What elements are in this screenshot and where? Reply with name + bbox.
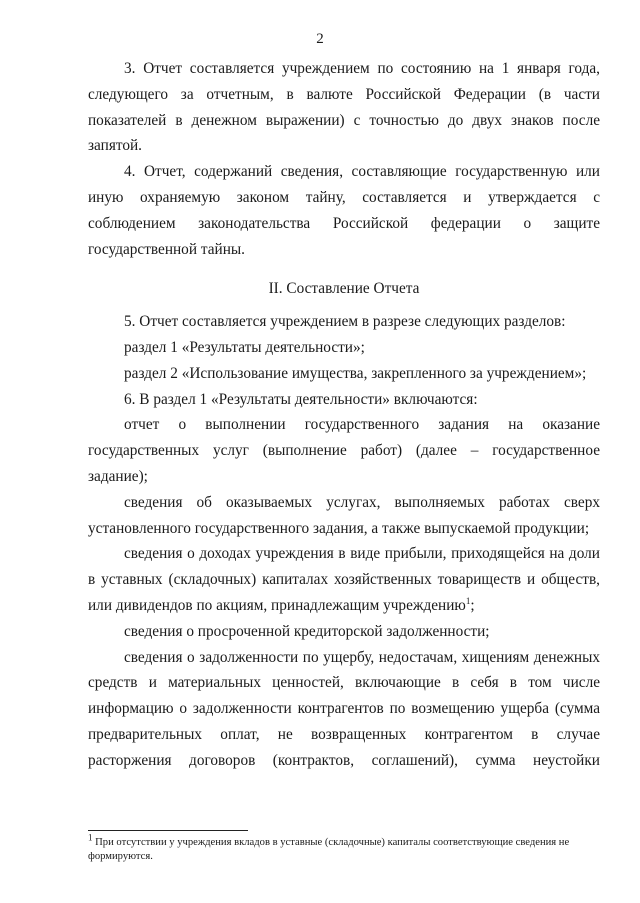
paragraph-dividends-end: ; <box>470 596 475 614</box>
paragraph-item-5: 5. Отчет составляется учреждением в разрезе следующих разделов: <box>124 313 566 331</box>
paragraph-state-task: отчет о выполнении государственного задания на оказание государственных услуг (выполнение работ) (далее – государственное задание); <box>88 416 600 485</box>
footnote-reference[interactable]: 1 <box>465 595 471 606</box>
document-body <box>88 56 600 774</box>
footnote-separator <box>88 830 248 831</box>
paragraph-overdue-debt: сведения о просроченной кредиторской задолженности; <box>124 622 490 640</box>
paragraph-damage-debt: сведения о задолженности по ущербу, недостачам, хищениям денежных средств и материальных ценностей, включающие в себя в том числе информацию о задолженности контрагентов по возмещению ущерба (сумма предварительных оплат, не возвращенных контрагентом в случае расторжения договоров (контрактов, соглашений), сумма неустойки <box>88 648 600 769</box>
paragraph-services: сведения об оказываемых услугах, выполняемых работах сверх установленного государственного задания, а также выпускаемой продукции; <box>88 493 600 537</box>
page-number: 2 <box>316 31 324 47</box>
paragraph-item-4: 4. Отчет, содержаний сведения, составляющие государственную или иную охраняемую законом тайну, составляется и утверждается с соблюдением законодательства Российской федерации о защите государственной тайны. <box>88 163 600 258</box>
footnote <box>88 832 588 863</box>
section-heading: II. Составление Отчета <box>268 280 420 298</box>
paragraph-section-2: раздел 2 «Использование имущества, закрепленного за учреждением»; <box>124 364 587 382</box>
footnote-marker: 1 <box>88 832 93 843</box>
paragraph-dividends <box>88 541 600 618</box>
paragraph-section-1: раздел 1 «Результаты деятельности»; <box>124 338 365 356</box>
paragraph-item-6: 6. В раздел 1 «Результаты деятельности» включаются: <box>124 390 478 408</box>
paragraph-item-3: 3. Отчет составляется учреждением по состоянию на 1 января года, следующего за отчетным, в валюте Российской Федерации (в части показателей в денежном выражении) с точностью до двух знаков после запятой. <box>88 60 600 155</box>
footnote-text: При отсутствии у учреждения вкладов в уставные (складочные) капиталы соответствующие сведения не формируются. <box>88 837 570 862</box>
paragraph-dividends-text: сведения о доходах учреждения в виде прибыли, приходящейся на доли в уставных (складочных) капиталах хозяйственных товариществ и обществ, или дивидендов по акциям, принадлежащим учреждению <box>88 545 600 614</box>
